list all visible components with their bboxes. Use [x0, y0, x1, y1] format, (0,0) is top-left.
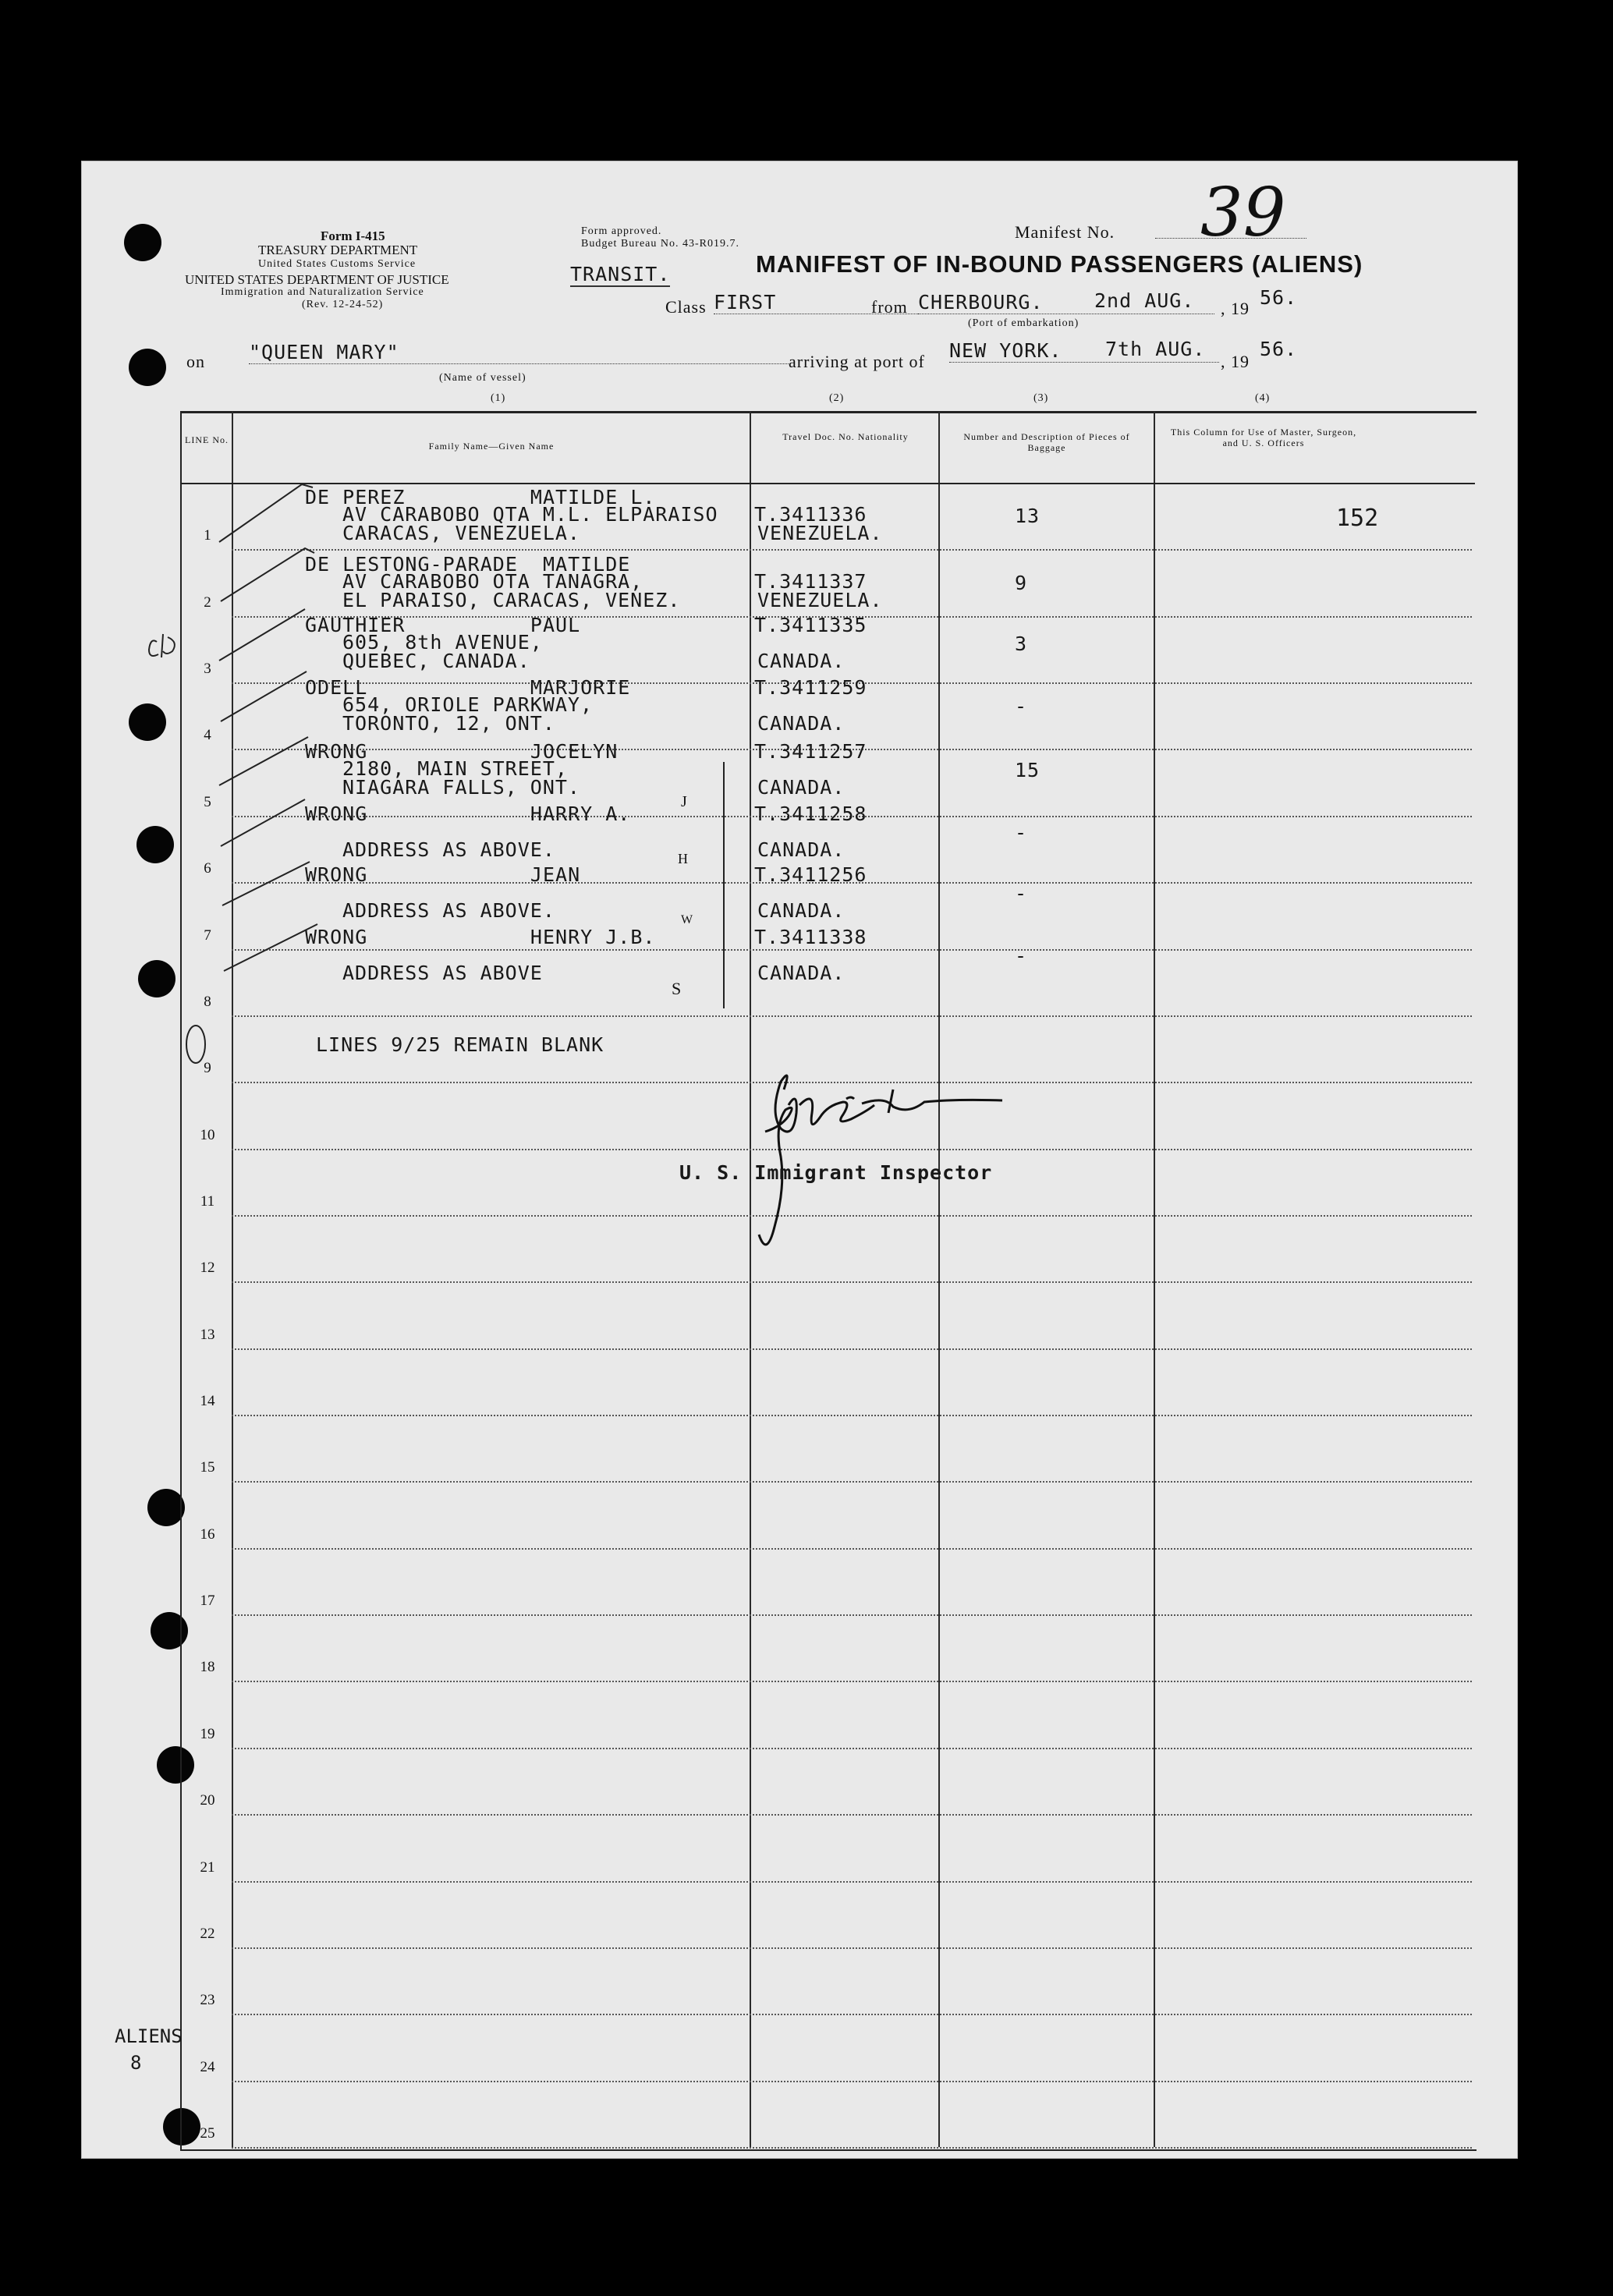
- vessel-caption: (Name of vessel): [439, 372, 526, 384]
- baggage-count: -: [1015, 944, 1028, 967]
- manifest-number-label: Manifest No.: [1015, 222, 1115, 242]
- row-rule: [232, 2081, 1472, 2082]
- line-number: 12: [200, 1260, 215, 1277]
- row-rule: [232, 1548, 1472, 1550]
- officer-note: 152: [1336, 505, 1379, 532]
- column-number-4: (4): [1255, 392, 1271, 404]
- travel-doc-number: T.3411335: [754, 614, 867, 636]
- line-number: 6: [204, 860, 211, 877]
- header-travel-doc: Travel Doc. No. Nationality: [782, 431, 909, 442]
- vessel-name: "QUEEN MARY": [249, 341, 790, 364]
- row-rule: [232, 1947, 1472, 1949]
- line-number: 19: [200, 1725, 215, 1742]
- baggage-count: 13: [1015, 505, 1040, 527]
- row-rule: [232, 1614, 1472, 1616]
- departure-year: 56.: [1260, 286, 1298, 309]
- baggage-count: -: [1015, 695, 1028, 718]
- punch-hole: [147, 1489, 185, 1526]
- passenger-address-line2: QUEBEC, CANADA.: [342, 650, 530, 672]
- blank-lines-note: LINES 9/25 REMAIN BLANK: [316, 1033, 604, 1056]
- baggage-count: -: [1015, 821, 1028, 844]
- aliens-stamp: ALIENS: [115, 2025, 183, 2047]
- column-number-1: (1): [491, 392, 506, 404]
- passenger-name: WRONG JOCELYN: [305, 740, 619, 763]
- baggage-count: -: [1015, 882, 1028, 905]
- treasury-department: TREASURY DEPARTMENT: [258, 243, 418, 257]
- passenger-address-line2: ADDRESS AS ABOVE: [342, 962, 543, 984]
- row-rule: [232, 1415, 1472, 1416]
- line-number: 2: [204, 593, 211, 611]
- row-rule: [232, 2147, 1472, 2149]
- header-officers: This Column for Use of Master, Surgeon, and U. S. Officers: [1170, 427, 1357, 448]
- row-rule: [232, 1881, 1472, 1883]
- row-rule: [232, 2014, 1472, 2015]
- passenger-address-line1: 654, ORIOLE PARKWAY,: [342, 693, 594, 716]
- from-label: from: [871, 297, 908, 317]
- line-number: 11: [200, 1192, 215, 1210]
- line-number: 18: [200, 1659, 215, 1676]
- passenger-address-line2: TORONTO, 12, ONT.: [342, 712, 555, 735]
- nationality: VENEZUELA.: [757, 522, 883, 544]
- baggage-count: 3: [1015, 632, 1028, 655]
- arriving-label: arriving at port of: [789, 352, 925, 371]
- line-number: 14: [200, 1393, 215, 1410]
- column-number-3: (3): [1033, 392, 1049, 404]
- passenger-name: GAUTHIER PAUL: [305, 614, 581, 636]
- manifest-title: MANIFEST OF IN-BOUND PASSENGERS (ALIENS): [756, 250, 1363, 278]
- justice-department: UNITED STATES DEPARTMENT OF JUSTICE: [185, 272, 449, 287]
- column-number-2: (2): [829, 392, 845, 404]
- row-rule: [232, 1481, 1472, 1483]
- arrival-date: 7th AUG.: [1105, 338, 1206, 360]
- arrival-year-prefix: , 19: [1221, 352, 1250, 371]
- line-number: 5: [204, 793, 211, 810]
- class-value: FIRST: [714, 291, 940, 314]
- travel-doc-number: T.3411337: [754, 570, 867, 593]
- transit-label: TRANSIT.: [570, 263, 671, 285]
- travel-doc-number: T.3411258: [754, 803, 867, 825]
- arrival-year: 56.: [1260, 338, 1298, 360]
- line-number: 4: [204, 727, 211, 744]
- travel-doc-number: T.3411338: [754, 926, 867, 948]
- class-label: Class: [665, 297, 707, 317]
- line-number: 1: [204, 527, 211, 544]
- line-number: 10: [200, 1126, 215, 1143]
- row-rule: [232, 1814, 1472, 1816]
- line-number: 17: [200, 1593, 215, 1610]
- line-number: 9: [204, 1060, 211, 1077]
- passenger-name: ODELL MARJORIE: [305, 676, 631, 699]
- header-line-no: LINE No.: [185, 434, 229, 445]
- check-marks: [82, 161, 1517, 1097]
- ins-label: Immigration and Naturalization Service: [221, 286, 424, 298]
- nationality: CANADA.: [757, 962, 845, 984]
- inspector-signature: [690, 1058, 1033, 1261]
- line-number: 8: [204, 993, 211, 1010]
- travel-doc-number: T.3411259: [754, 676, 867, 699]
- departure-year-prefix: , 19: [1221, 299, 1250, 318]
- family-letter-w: W: [681, 913, 693, 927]
- family-letter-j: J: [681, 793, 687, 810]
- nationality: VENEZUELA.: [757, 589, 883, 611]
- family-letter-h: H: [678, 851, 688, 866]
- line-number: 22: [200, 1925, 215, 1942]
- from-port: CHERBOURG.: [918, 291, 1214, 314]
- passenger-address-line2: ADDRESS AS ABOVE.: [342, 899, 555, 922]
- passenger-address-line2: EL PARAISO, CARACAS, VENEZ.: [342, 589, 681, 611]
- passenger-name: WRONG JEAN: [305, 863, 581, 886]
- row-rule: [232, 1348, 1472, 1350]
- passenger-address-line2: NIAGARA FALLS, ONT.: [342, 776, 580, 799]
- form-approved: Form approved.: [581, 225, 662, 237]
- inspector-label: U. S. Immigrant Inspector: [679, 1161, 993, 1184]
- row-rule: [232, 1281, 1472, 1283]
- budget-number: Budget Bureau No. 43-R019.7.: [581, 238, 739, 250]
- line-number: 21: [200, 1858, 215, 1876]
- passenger-address-line2: CARACAS, VENEZUELA.: [342, 522, 580, 544]
- line-number: 15: [200, 1459, 215, 1476]
- line-number: 7: [204, 927, 211, 944]
- customs-service: United States Customs Service: [258, 258, 417, 270]
- port-caption: (Port of embarkation): [968, 317, 1079, 329]
- line-number: 20: [200, 1792, 215, 1809]
- form-number: Form I-415: [321, 229, 385, 243]
- baggage-count: 15: [1015, 759, 1040, 781]
- manifest-sheet: [81, 161, 1518, 2159]
- row-rule: [232, 1681, 1472, 1682]
- line-number: 13: [200, 1326, 215, 1343]
- line-number: 23: [200, 1992, 215, 2009]
- nationality: CANADA.: [757, 838, 845, 861]
- manifest-number: 39: [1200, 174, 1286, 252]
- line-number: 24: [200, 2058, 215, 2075]
- nationality: CANADA.: [757, 650, 845, 672]
- passenger-name: WRONG HARRY A.: [305, 803, 631, 825]
- line-number: 25: [200, 2125, 215, 2142]
- line-number: 3: [204, 661, 211, 678]
- line-number: 16: [200, 1525, 215, 1543]
- passenger-address-line1: 2180, MAIN STREET,: [342, 757, 568, 780]
- nationality: CANADA.: [757, 899, 845, 922]
- header-baggage: Number and Description of Pieces of Baggage: [963, 431, 1130, 453]
- row-rule: [232, 1748, 1472, 1749]
- passenger-address-line1: 605, 8th AVENUE,: [342, 631, 543, 654]
- family-letter-s: S: [672, 979, 682, 998]
- nationality: CANADA.: [757, 776, 845, 799]
- baggage-count: 9: [1015, 572, 1028, 594]
- passenger-address-line2: ADDRESS AS ABOVE.: [342, 838, 555, 861]
- nationality: CANADA.: [757, 712, 845, 735]
- passenger-name: DE LESTONG-PARADE MATILDE: [305, 553, 631, 576]
- aliens-count: 8: [130, 2052, 142, 2074]
- passenger-name: WRONG HENRY J.B.: [305, 926, 656, 948]
- revision: (Rev. 12-24-52): [302, 299, 384, 310]
- passenger-name: DE PEREZ MATILDE L.: [305, 486, 656, 508]
- passenger-address-line1: AV CARABOBO OTA TANAGRA,: [342, 570, 643, 593]
- travel-doc-number: T.3411256: [754, 863, 867, 886]
- arrival-port: NEW YORK.: [949, 339, 1219, 363]
- on-label: on: [186, 352, 205, 371]
- header-name: Family Name—Given Name: [428, 441, 555, 452]
- passenger-address-line1: AV CARABOBO QTA M.L. ELPARAISO: [342, 503, 718, 526]
- travel-doc-number: T.3411257: [754, 740, 867, 763]
- departure-date: 2nd AUG.: [1094, 289, 1195, 312]
- travel-doc-number: T.3411336: [754, 503, 867, 526]
